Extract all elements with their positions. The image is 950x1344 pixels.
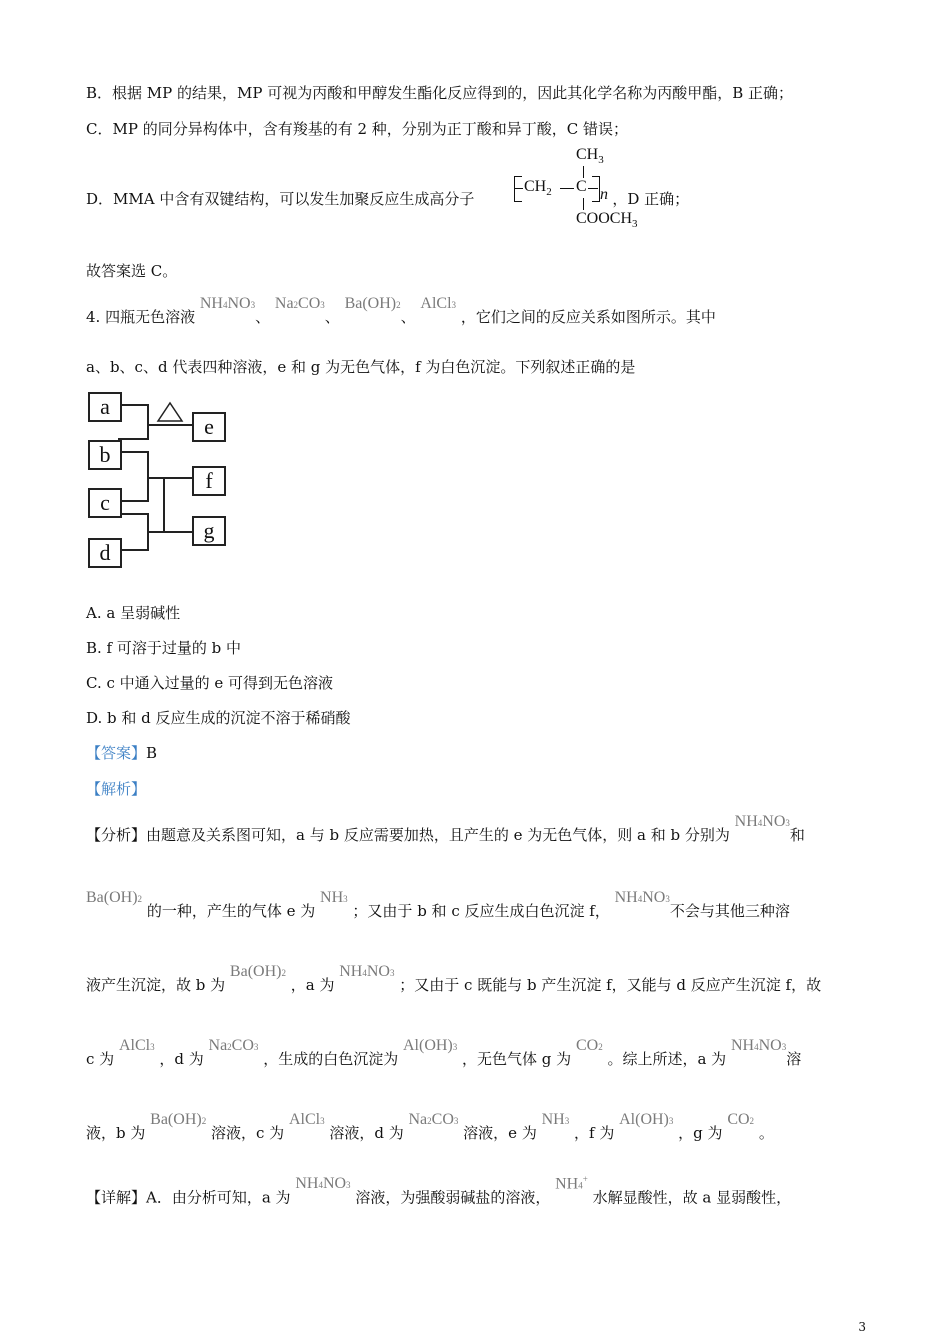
box-d: d [88,538,122,568]
analysis-line4: c 为 AlCl3 ，d 为 Na2CO3 ，生成的白色沉淀为 Al(OH)3 ，无色气体 g 为 CO2 。综上所述，a 为 NH4NO3溶 [86,1037,802,1068]
detail-line1: 【详解】A．由分析可知，a 为 NH4NO3 溶液，为强酸弱碱盐的溶液， NH4+ 水解显酸性，故 a 显弱酸性， [86,1174,792,1207]
analysis-heading: 【解析】 [86,780,147,798]
answer: 【答案】B [86,744,158,762]
box-e: e [192,412,226,442]
formula-baoh2: Ba(OH)2 [344,295,401,312]
option-d-prev: D．MMA 中含有双键结构，可以发生加聚反应生成高分子 ，D 正确； [86,190,690,208]
carbon-atom: C [576,178,587,195]
reaction-diagram [86,390,236,575]
repeat-n: n [600,186,608,203]
conclusion: 故答案选 C。 [86,262,178,280]
formula-na2co3: Na2CO3 [274,295,325,312]
option-a: A. a 呈弱碱性 [86,604,181,622]
formula-nh4no3: NH4NO3 [199,295,256,312]
analysis-line3: 液产生沉淀，故 b 为 Ba(OH)2 ，a 为 NH4NO3 ；又由于 c 既能与 b 产生沉淀 f，又能与 d 反应产生沉淀 f，故 [86,963,822,994]
q4-stem-line2: a、b、c、d 代表四种溶液，e 和 g 为无色气体，f 为白色沉淀。下列叙述正确的是 [86,358,636,376]
formula-alcl3: AlCl3 [420,295,457,312]
box-b: b [88,440,122,470]
box-f: f [192,466,226,496]
analysis-line2: Ba(OH)2 的一种，产生的气体 e 为 NH3 ；又由于 b 和 c 反应生成白色沉淀 f， NH4NO3不会与其他三种溶 [86,889,790,920]
polymer-formula [512,146,642,230]
page-number: 3 [858,1320,866,1334]
box-a: a [88,392,122,422]
box-g: g [192,516,226,546]
box-c: c [88,488,122,518]
option-d: D. b 和 d 反应生成的沉淀不溶于稀硝酸 [86,709,351,727]
methylene-group: $CH_2$ [524,178,552,199]
q4-stem-line1: 4. 四瓶无色溶液 NH4NO3、 Na2CO3、 Ba(OH)2、 AlCl3 ，它们之间的反应关系如图所示。其中 [86,295,716,326]
analysis-line5: 液，b 为 Ba(OH)2 溶液，c 为 AlCl3 溶液，d 为 Na2CO3 溶液，e 为 NH3 ，f 为 Al(OH)3 ，g 为 CO2 。 [86,1111,774,1142]
analysis-line1: 【分析】由题意及关系图可知，a 与 b 反应需要加热，且产生的 e 为无色气体，则 a 和 b 分别为 NH4NO3和 [86,813,805,844]
option-b-prev: B．根据 MP 的结果，MP 可视为丙酸和甲醇发生酯化反应得到的，因此其化学名称为丙酸甲酯，B 正确； [86,84,794,102]
option-c: C. c 中通入过量的 e 可得到无色溶液 [86,674,334,692]
methyl-group: $CH_3$ [576,146,604,167]
ester-group: $COOCH_3$ [576,210,638,231]
option-c-prev: C．MP 的同分异构体中，含有羧基的有 2 种，分别为正丁酸和异丁酸，C 错误； [86,120,629,138]
option-b: B. f 可溶于过量的 b 中 [86,639,242,657]
